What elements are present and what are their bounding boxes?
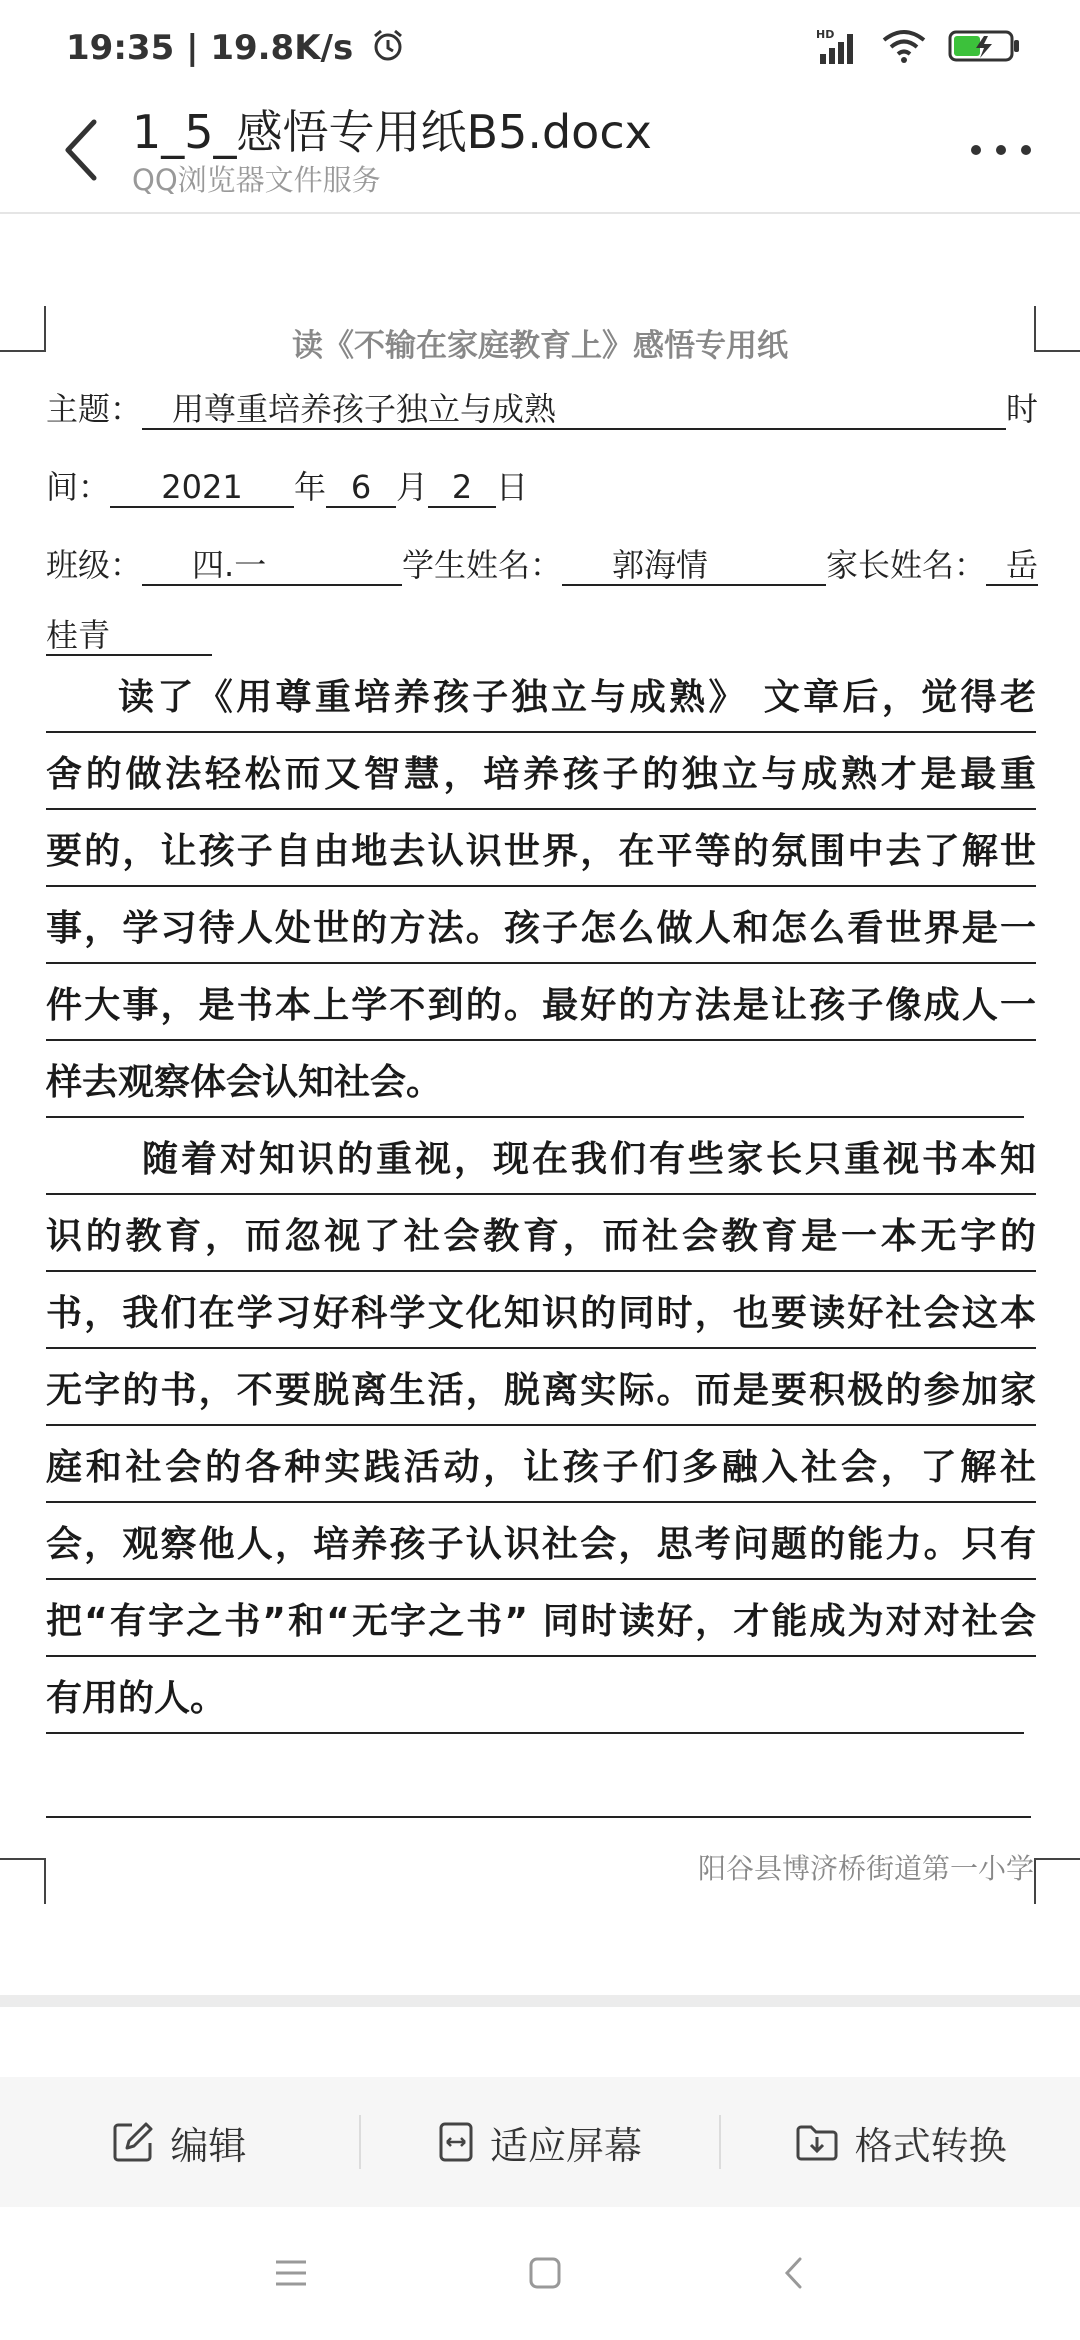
paragraph-line: 书，我们在学习好科学文化知识的同时，也要读好社会这本	[46, 1272, 1036, 1349]
school-name: 阳谷县博济桥街道第一小学	[697, 1852, 1034, 1885]
year-value: 2021	[110, 468, 294, 508]
back-icon	[54, 110, 114, 190]
fit-screen-icon	[438, 2121, 474, 2163]
home-nav-button[interactable]	[528, 2256, 562, 2294]
parent-value: 岳	[986, 546, 1038, 586]
back-button[interactable]	[54, 110, 114, 190]
month-value: 6	[326, 468, 396, 508]
more-button[interactable]	[966, 130, 1036, 170]
day-label: 日	[496, 468, 529, 506]
back-nav-button[interactable]	[782, 2256, 806, 2294]
year-label: 年	[294, 468, 327, 506]
date-line	[46, 462, 1036, 508]
paragraph-line: 样去观察体会认知社会。	[46, 1041, 1024, 1118]
app-header	[0, 90, 1080, 214]
more-icon	[966, 130, 1036, 170]
svg-text:HD: HD	[816, 28, 835, 41]
status-time	[66, 28, 405, 71]
edit-label: 编辑	[170, 2123, 247, 2168]
parent-label: 家长姓名：	[826, 546, 987, 584]
paragraph-line: 庭和社会的各种实践活动，让孩子们多融入社会，了解社	[46, 1426, 1036, 1503]
corner-mark	[0, 1858, 46, 1904]
paragraph-2	[46, 1118, 1036, 1734]
format-convert-button[interactable]	[721, 2112, 1080, 2172]
student-label: 学生姓名：	[402, 546, 563, 584]
system-nav-bar	[0, 2210, 1080, 2340]
time-label-part2: 间：	[46, 468, 111, 506]
document-title: 读《不输在家庭教育上》感悟专用纸	[292, 328, 788, 364]
convert-icon	[795, 2122, 839, 2162]
edit-button[interactable]	[0, 2112, 359, 2172]
paragraph-line: 件大事，是书本上学不到的。最好的方法是让孩子像成人一	[46, 964, 1036, 1041]
page-gap	[0, 1995, 1080, 2007]
paragraph-line: 有用的人。	[46, 1657, 1024, 1734]
paragraph-line: 要的，让孩子自由地去认识世界，在平等的氛围中去了解世	[46, 810, 1036, 887]
wifi-icon	[882, 28, 926, 68]
bottom-toolbar	[0, 2077, 1080, 2207]
paragraph-line: 会，观察他人，培养孩子认识社会，思考问题的能力。只有	[46, 1503, 1036, 1580]
theme-line	[46, 384, 1039, 430]
parent-value-cont: 桂青	[46, 616, 212, 656]
paragraph-1	[46, 656, 1036, 1118]
signal-icon	[816, 28, 860, 68]
student-value: 郭海情	[562, 546, 826, 586]
file-source: QQ浏览器文件服务	[132, 163, 381, 197]
paragraph-line: 把“有字之书”和“无字之书” 同时读好，才能成为对对社会	[46, 1580, 1036, 1657]
battery-icon	[948, 28, 1020, 68]
parent-name-line	[46, 616, 1036, 656]
edit-icon	[112, 2121, 154, 2163]
file-title: 1_5_感悟专用纸B5.docx	[132, 105, 652, 159]
status-bar	[0, 0, 1080, 90]
time-label-part1: 时	[1006, 390, 1039, 428]
paragraph-line: 读了《用尊重培养孩子独立与成熟》 文章后，觉得老	[46, 656, 1036, 733]
fit-screen-label: 适应屏幕	[490, 2123, 643, 2168]
day-value: 2	[428, 468, 496, 508]
theme-value: 用尊重培养孩子独立与成熟	[142, 390, 1006, 430]
corner-mark	[1034, 1858, 1080, 1904]
class-line	[46, 540, 1039, 586]
blank-line	[46, 1816, 1031, 1818]
paragraph-line: 舍的做法轻松而又智慧，培养孩子的独立与成熟才是最重	[46, 733, 1036, 810]
menu-nav-button[interactable]	[274, 2258, 308, 2292]
month-label: 月	[396, 468, 429, 506]
class-label: 班级：	[46, 546, 143, 584]
alarm-icon	[371, 28, 405, 71]
back-nav-icon	[782, 2256, 806, 2290]
status-time-speed: 19:35 | 19.8K/s	[66, 28, 354, 68]
fit-screen-button[interactable]	[361, 2112, 720, 2172]
status-icons	[816, 28, 1020, 68]
paragraph-line: 识的教育，而忽视了社会教育，而社会教育是一本无字的	[46, 1195, 1036, 1272]
paragraph-line: 随着对知识的重视，现在我们有些家长只重视书本知	[46, 1118, 1036, 1195]
home-nav-icon	[528, 2256, 562, 2290]
paragraph-line: 事，学习待人处世的方法。孩子怎么做人和怎么看世界是一	[46, 887, 1036, 964]
menu-nav-icon	[274, 2258, 308, 2288]
document-page[interactable]	[0, 214, 1080, 1994]
format-convert-label: 格式转换	[854, 2123, 1007, 2168]
theme-label: 主题：	[46, 390, 143, 428]
class-value: 四.一	[142, 546, 402, 586]
paragraph-line: 无字的书，不要脱离生活，脱离实际。而是要积极的参加家	[46, 1349, 1036, 1426]
